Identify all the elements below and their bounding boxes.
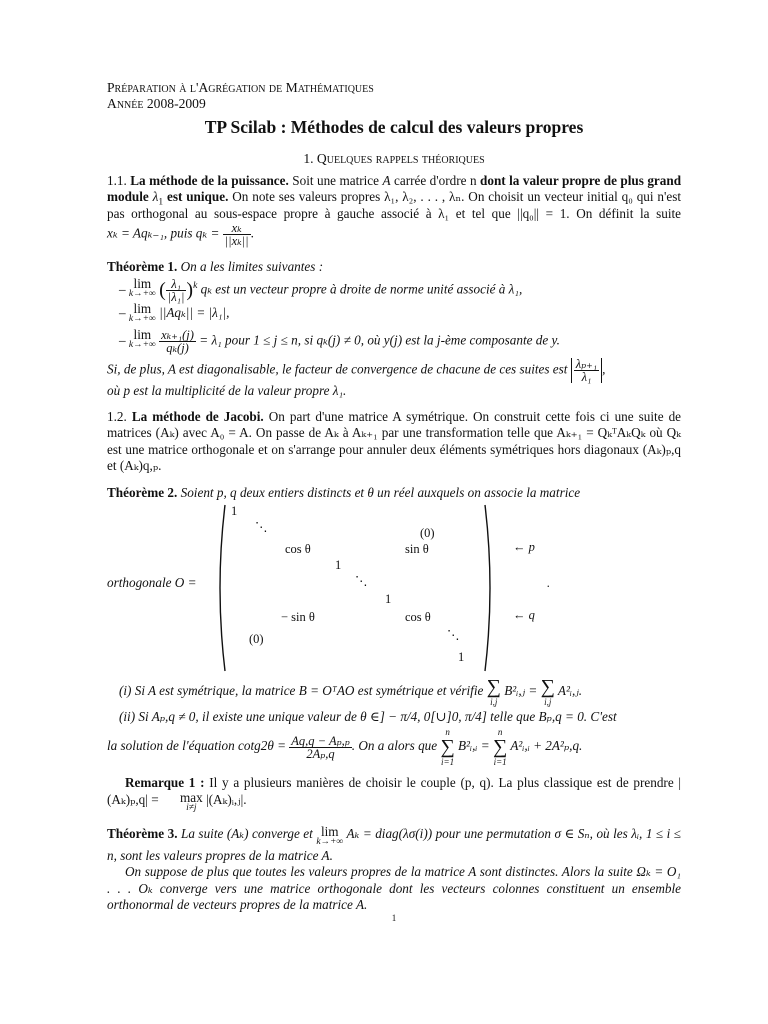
- max-sub: i≠j: [186, 802, 197, 813]
- s11-matrix-a: A: [382, 173, 391, 188]
- item3-frac-den: qₖ(j): [166, 340, 189, 355]
- lim-sub: k→+∞: [316, 836, 344, 847]
- conv-num: λₚ₊₁: [575, 356, 598, 371]
- max-word: max: [179, 789, 203, 805]
- lim-word: lim: [320, 823, 339, 839]
- section-1-1: [107, 173, 681, 247]
- thm3-para: On suppose de plus que toutes les valeurs propres de la matrice A sont distinctes. Alors la suite Ωₖ = O₁ . . . Oₖ converge vers une matrice orthogonale dont les vecteurs colonnes constituent un ensemble orthonormal de vecteurs propres de la matrice A.: [107, 864, 681, 913]
- m-one-2: 1: [335, 558, 342, 573]
- lim-word: lim: [133, 326, 152, 342]
- s11-lambda: [152, 189, 164, 209]
- remark-tail: |(Aₖ)ᵢ,ⱼ|.: [205, 791, 247, 807]
- thm2-ii-text: (ii) Si Aₚ,q ≠ 0, il existe une unique valeur de θ ∈] − π/4, 0[∪]0, π/4] telle que Bₚ,q = 0. C'est: [119, 709, 617, 725]
- s11-bold-2: dont la valeur propre de plus grand module: [107, 173, 682, 205]
- m-dots-2: ⋱: [355, 574, 368, 589]
- thm2-ii-then: . On a alors que: [351, 738, 438, 754]
- m-dots-1: ⋱: [255, 520, 268, 535]
- sum-i-1: [487, 677, 501, 707]
- matrix-block: [107, 503, 681, 673]
- m-one-4: 1: [458, 650, 465, 665]
- m-zero-top: (0): [420, 526, 435, 541]
- page: [107, 80, 682, 923]
- m-one-3: 1: [385, 592, 392, 607]
- thm2-ii-lhs: B²ᵢ,ᵢ =: [458, 738, 490, 754]
- remark-max: [162, 789, 203, 814]
- s11-text-3: On note ses valeurs propres λ₁, λ₂, . . . , λₙ. On choisit un vecteur initial q₀ qui n'est pas orthogonal au sous-espace propre à gauche associé à λ₁ et tel que ||q₀|| = 1. On définit la suite: [107, 189, 682, 221]
- thm1-label: Théorème 1.: [107, 259, 178, 275]
- cotg-num: Aq,q − Aₚ,ₚ: [291, 733, 350, 748]
- s11-end: .: [250, 225, 254, 241]
- orth-label: orthogonale O =: [107, 575, 197, 591]
- item1-pow: k: [193, 280, 198, 291]
- sigma-symbol: ∑: [440, 736, 455, 759]
- remark-1: [107, 775, 681, 813]
- sum-sup: n: [445, 727, 450, 738]
- arrow-p: ← p: [513, 540, 535, 555]
- m-one-1: 1: [231, 504, 238, 519]
- sum-ii-1: [440, 727, 454, 767]
- paren-close: ): [186, 278, 194, 301]
- s11-text-1: Soit une matrice: [292, 173, 380, 188]
- section-1-2: [107, 409, 681, 475]
- s11-lambda-symbol: λ: [152, 189, 159, 205]
- thm1-lim-2: [128, 300, 156, 325]
- item1-frac-den: |λ₁|: [167, 289, 185, 304]
- sigma-symbol: ∑: [540, 676, 555, 699]
- m-dots-3: ⋱: [447, 628, 460, 643]
- paren-open: (: [159, 278, 166, 301]
- page-number: 1: [391, 913, 397, 923]
- theorem-3: [107, 823, 682, 914]
- lim-word: lim: [133, 275, 152, 291]
- thm1-after-1: Si, de plus, A est diagonalisable, le facteur de convergence de chacune de ces suites est: [107, 361, 568, 377]
- thm3-label: Théorème 3.: [107, 825, 178, 841]
- thm2-intro: Soient p, q deux entiers distincts et θ un réel auxquels on associe la matrice: [180, 484, 581, 500]
- thm2-i-lhs: B²ᵢ,ⱼ =: [504, 683, 538, 699]
- s11-bold-3: est unique.: [166, 189, 229, 205]
- lim-sub: k→+∞: [128, 288, 156, 299]
- item3-frac-num: xₖ₊₁(j): [161, 327, 194, 342]
- s11-heading: La méthode de la puissance.: [130, 173, 289, 188]
- conv-den: λ₁: [581, 369, 592, 384]
- sum-sub: i,j: [490, 697, 498, 708]
- sum-sup: n: [497, 727, 503, 738]
- m-cos-2: cos θ: [405, 610, 431, 625]
- s11-num: 1.1.: [107, 173, 127, 188]
- header-line-2: Année 2008-2009: [107, 96, 206, 111]
- thm2-ii-2: [107, 727, 681, 767]
- arrow-q: ← q: [513, 608, 535, 623]
- s12-text: On part d'une matrice A symétrique. On construit cette fois ci une suite de matrices (Aₖ) avec A₀ = A. On passe de Aₖ à Aₖ₊₁ par une transformation telle que Aₖ₊₁ = QₖᵀAₖQₖ où Qₖ est une matrice orthogonale et on s'arrange pour annuler deux éléments symétriques hors diagonaux (Aₖ)ₚ,q et (Aₖ)q,ₚ.: [107, 409, 682, 474]
- thm1-list: [119, 275, 681, 355]
- sum-sub: i,j: [544, 697, 552, 708]
- s12-num: 1.2.: [107, 409, 127, 425]
- m-sin: sin θ: [405, 542, 429, 557]
- thm1-item-1: – lim k→+∞ ( $\frac{\text{λ₁}}{\text{|λ₁|}}$ )$^k$ qₖ est un vecteur propre à droite de norme unité associé à λ₁,: [119, 275, 523, 304]
- sigma-symbol: ∑: [492, 736, 508, 759]
- s11-text-2: carrée d'ordre n: [394, 173, 477, 188]
- thm1-item-3: – lim k→+∞ $\frac{\text{xₖ₊₁(j)}}{\text{qₖ(j)}}$ = λ₁ pour 1 ≤ j ≤ n, si qₖ(j) ≠ 0, où y(j) est la j-ème composante de y.: [119, 326, 560, 355]
- remark-label: Remarque 1 :: [125, 775, 205, 791]
- lim-sub: k→+∞: [128, 313, 156, 324]
- thm1-lim-3: [128, 326, 156, 351]
- sum-sub: i=1: [441, 757, 455, 768]
- orthogonal-matrix: [215, 503, 495, 673]
- thm1-after: Si, de plus, A est diagonalisable, le facteur de convergence de chacune de ces suites est $\frac{\text{λₚ₊₁}}{\text{λ₁}}$ , où p est la multiplicité de la valeur propre λ₁.: [107, 356, 606, 398]
- thm1-item3-frac: [159, 329, 196, 354]
- thm1-lim-1: [128, 275, 156, 300]
- conv-factor: [571, 358, 602, 383]
- lim-word: lim: [133, 300, 152, 316]
- sum-ii-2: [493, 727, 507, 767]
- sum-sub: i=1: [493, 757, 507, 768]
- cotg-den: 2Aₚ,q: [306, 746, 335, 761]
- thm1-item-2: – lim k→+∞ ||Aqₖ|| = |λ₁|,: [119, 300, 230, 324]
- right-paren: [485, 505, 490, 671]
- section-1-title: 1. Quelques rappels théoriques: [303, 151, 485, 166]
- cotg-frac: [289, 735, 351, 760]
- lim-sub: k→+∞: [128, 339, 156, 350]
- theorem-1: [107, 259, 681, 399]
- m-cos-1: cos θ: [285, 542, 311, 557]
- m-msin: − sin θ: [281, 610, 315, 625]
- thm2-i: [107, 677, 681, 707]
- matrix-period: .: [547, 576, 551, 591]
- thm1-intro: On a les limites suivantes :: [180, 259, 324, 275]
- thm3-lim: [316, 823, 344, 848]
- thm1-item2-text: ||Aqₖ|| = |λ₁|,: [159, 304, 230, 320]
- left-paren: [220, 505, 225, 671]
- s12-heading: La méthode de Jacobi.: [131, 409, 264, 425]
- sum-i-2: [541, 677, 555, 707]
- theorem-2: [107, 485, 681, 768]
- remark-text: Il y a plusieurs manières de choisir le couple (p, q). La plus classique est de prendre |(Aₖ)ₚ,q| =: [107, 775, 682, 807]
- item1-frac-num: λ₁: [166, 278, 187, 291]
- s11-frac-num: xₖ: [223, 222, 251, 235]
- header-line-1: Préparation à l'Agrégation de Mathématiques: [107, 80, 374, 95]
- thm3-t2: Aₖ = diag(λσ(i)) pour une permutation σ ∈ Sₙ, où les λᵢ, 1 ≤ i ≤ n, sont les valeurs propres de la matrice A.: [107, 825, 682, 863]
- s11-frac-den: ||xₖ||: [224, 234, 249, 249]
- thm3-t1: La suite (Aₖ) converge et: [181, 825, 313, 841]
- thm2-i-text: (i) Si A est symétrique, la matrice B = OᵀAO est symétrique et vérifie: [119, 683, 484, 699]
- thm2-label: Théorème 2.: [107, 484, 178, 500]
- conv-frac: [574, 358, 599, 383]
- thm1-item3-text: = λ₁ pour 1 ≤ j ≤ n, si qₖ(j) ≠ 0, où y(j) est la j-ème composante de y.: [199, 332, 560, 348]
- s11-frac: [223, 222, 251, 247]
- m-zero-bottom: (0): [249, 632, 264, 647]
- sigma-symbol: ∑: [486, 676, 501, 699]
- thm2-ii: [107, 709, 681, 725]
- document-title: TP Scilab : Méthodes de calcul des valeurs propres: [204, 117, 584, 137]
- thm1-after-2: où p est la multiplicité de la valeur propre λ₁.: [107, 382, 347, 398]
- thm1-item1-text: qₖ est un vecteur propre à droite de norme unité associé à λ₁,: [200, 281, 523, 297]
- thm1-item1-frac: [166, 278, 187, 303]
- thm2-i-rhs: A²ᵢ,ⱼ.: [557, 683, 583, 699]
- thm2-ii-rhs: A²ᵢ,ᵢ + 2A²ₚ,q.: [510, 738, 583, 754]
- s11-seq: xₖ = Aqₖ₋₁, puis qₖ =: [107, 225, 220, 241]
- thm2-ii-text2: la solution de l'équation cotg2θ =: [107, 738, 286, 754]
- s11-lambda-index: 1: [158, 198, 164, 209]
